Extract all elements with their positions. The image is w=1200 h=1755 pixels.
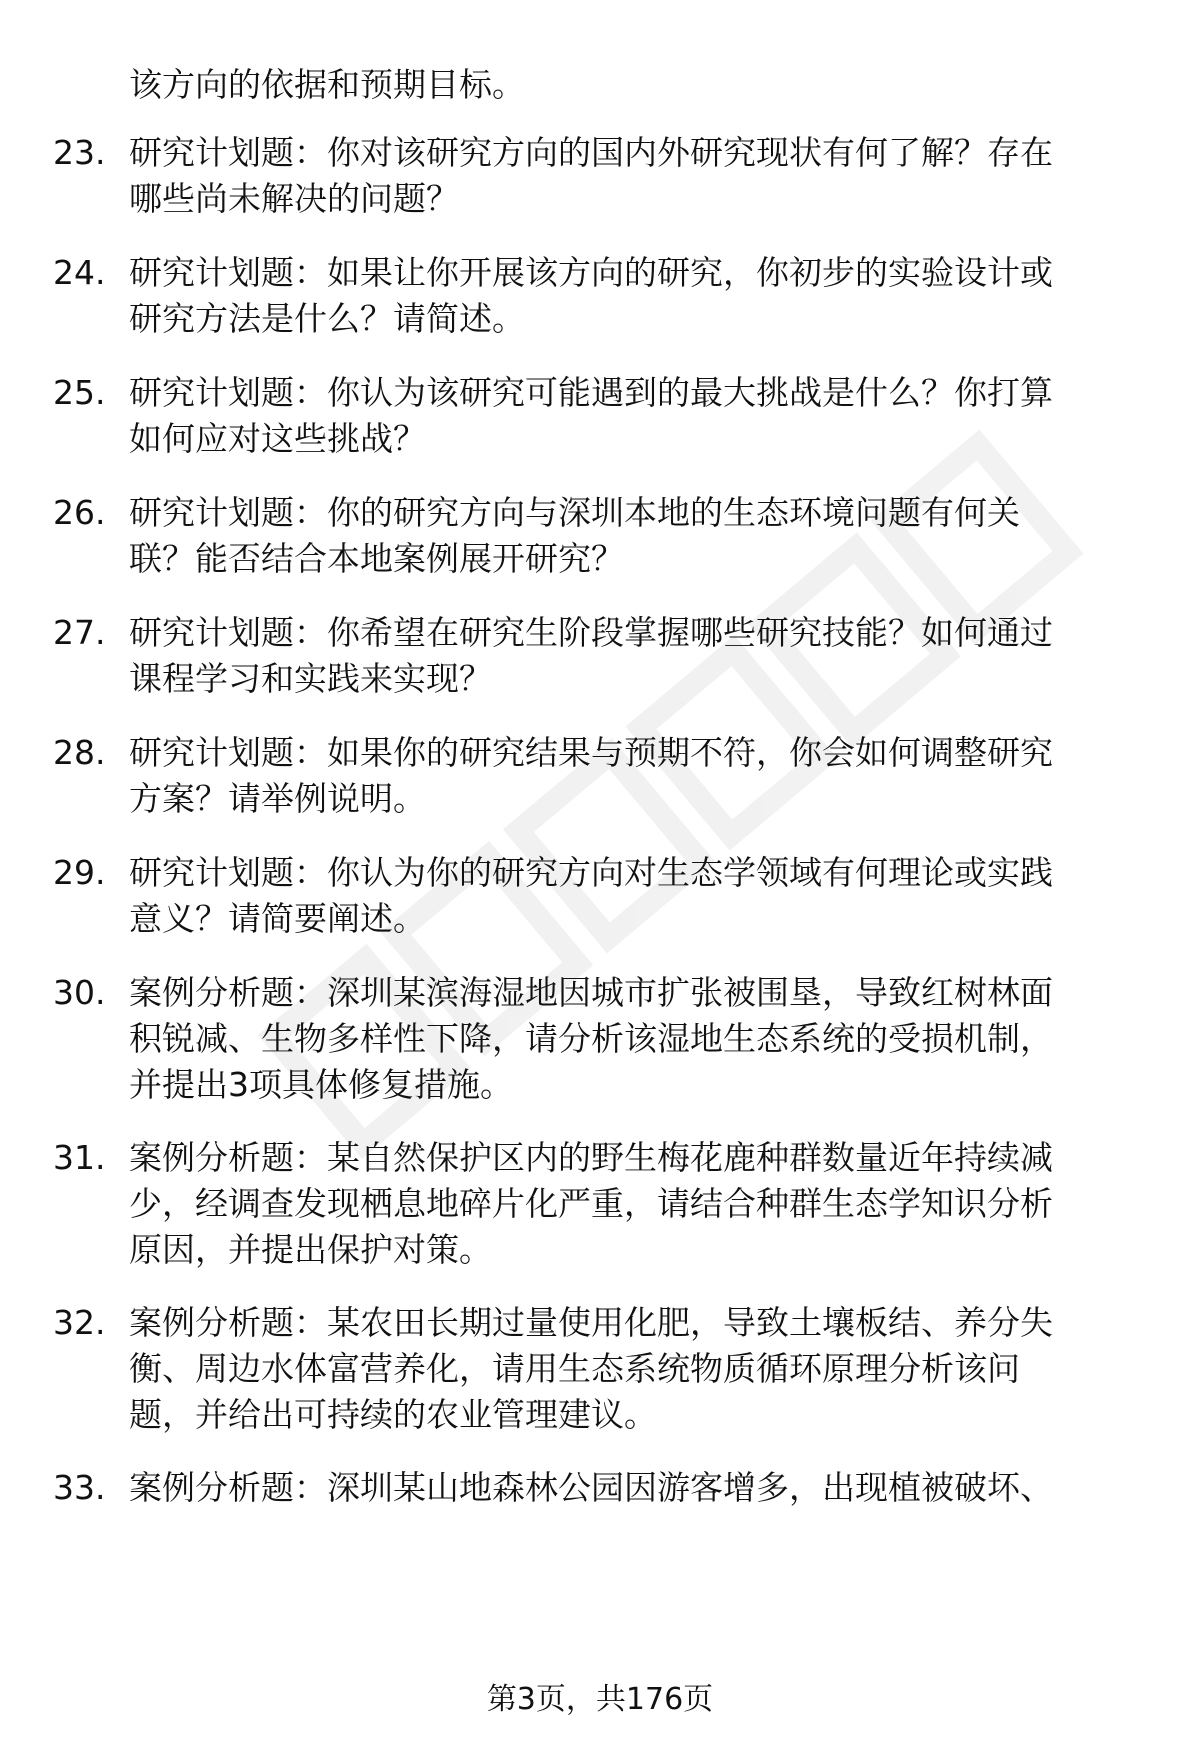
item-text: 研究计划题：如果你的研究结果与预期不符，你会如何调整研究 方案？请举例说明。 (129, 733, 1053, 818)
item-text: 研究计划题：如果让你开展该方向的研究，你初步的实验设计或 研究方法是什么？请简述。 (129, 253, 1053, 338)
item-text: 研究计划题：你的研究方向与深圳本地的生态环境问题有何关 联？能否结合本地案例展开研究？ (129, 493, 1020, 578)
item-text: 研究计划题：你认为你的研究方向对生态学领域有何理论或实践 意义？请简要阐述。 (129, 853, 1053, 938)
item-number: 26. (53, 493, 106, 532)
item-number: 23. (53, 133, 106, 172)
item-number: 32. (53, 1303, 106, 1342)
item-text: 研究计划题：你认为该研究可能遇到的最大挑战是什么？你打算 如何应对这些挑战？ (129, 373, 1053, 458)
item-text: 研究计划题：你对该研究方向的国内外研究现状有何了解？存在 哪些尚未解决的问题？ (129, 133, 1053, 218)
item-number: 27. (53, 613, 106, 652)
continuation-text: 该方向的依据和预期目标。 (129, 65, 525, 104)
item-text: 案例分析题：某农田长期过量使用化肥，导致土壤板结、养分失 衡、周边水体富营养化，请用生态系统物质循环原理分析该问 题，并给出可持续的农业管理建议。 (129, 1303, 1053, 1434)
item-number: 33. (53, 1468, 106, 1507)
item-number: 29. (53, 853, 106, 892)
item-number: 28. (53, 733, 106, 772)
item-text: 案例分析题：深圳某山地森林公园因游客增多，出现植被破坏、 (129, 1468, 1053, 1507)
page-footer: 第3页，共176页 (486, 1682, 714, 1717)
item-text: 案例分析题：某自然保护区内的野生梅花鹿种群数量近年持续减 少，经调查发现栖息地碎片化严重，请结合种群生态学知识分析 原因，并提出保护对策。 (129, 1138, 1053, 1269)
item-number: 30. (53, 973, 106, 1012)
item-text: 研究计划题：你希望在研究生阶段掌握哪些研究技能？如何通过 课程学习和实践来实现？ (129, 613, 1053, 698)
item-text: 案例分析题：深圳某滨海湿地因城市扩张被围垦，导致红树林面 积锐减、生物多样性下降，请分析该湿地生态系统的受损机制， 并提出3项具体修复措施。 (129, 973, 1053, 1104)
item-number: 24. (53, 253, 106, 292)
item-number: 31. (53, 1138, 106, 1177)
item-number: 25. (53, 373, 106, 412)
